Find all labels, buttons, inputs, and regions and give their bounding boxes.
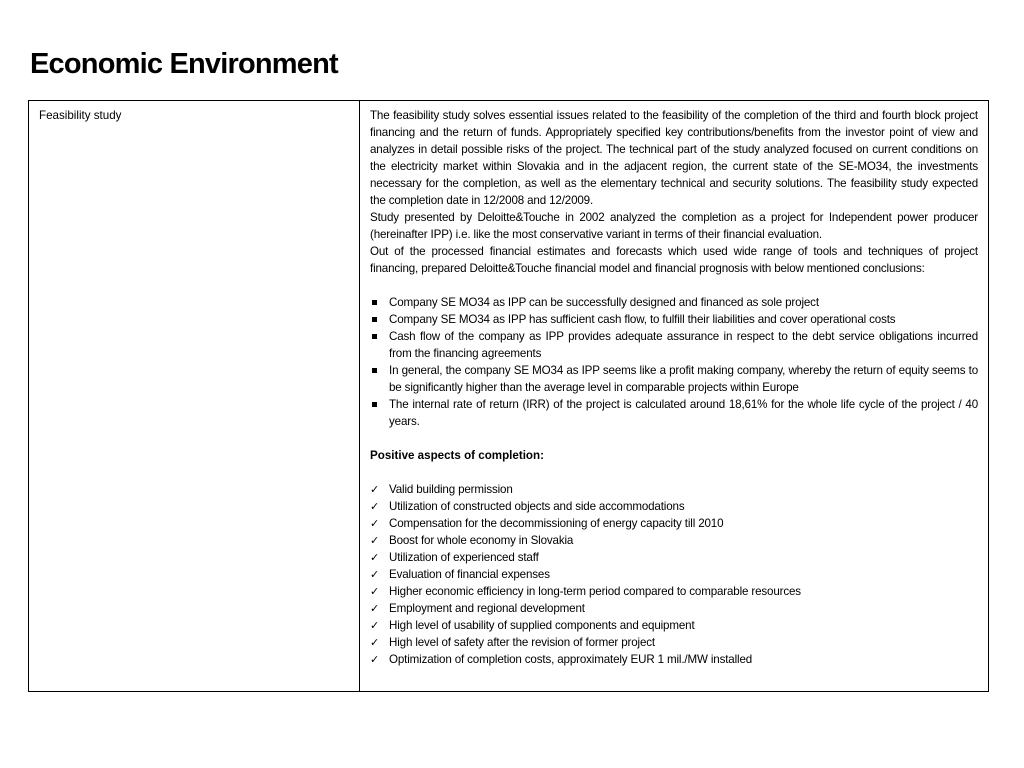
checkmark-icon: ✓ bbox=[370, 585, 380, 598]
square-bullet-icon bbox=[372, 402, 377, 407]
conclusions-list bbox=[370, 294, 978, 430]
list-item bbox=[370, 515, 978, 532]
spacer bbox=[370, 430, 978, 447]
paragraph: Study presented by Deloitte&Touche in 2002 analyzed the completion as a project for Independent power producer (hereinafter IPP) i.e. like the most conservative variant in terms of their financial evaluation. bbox=[370, 211, 978, 241]
list-item bbox=[370, 532, 978, 549]
row-label: Feasibility study bbox=[39, 109, 122, 122]
row-label-cell bbox=[29, 101, 360, 692]
list-item bbox=[370, 651, 978, 668]
list-item-text: In general, the company SE MO34 as IPP seems like a profit making company, whereby the return of equity seems to be significantly higher than the average level in comparable projects within Europe bbox=[389, 364, 978, 394]
checkmark-icon: ✓ bbox=[370, 517, 380, 530]
checkmark-icon: ✓ bbox=[370, 636, 380, 649]
checkmark-icon: ✓ bbox=[370, 653, 380, 666]
list-item bbox=[370, 634, 978, 651]
table-row bbox=[29, 101, 989, 692]
square-bullet-icon bbox=[372, 334, 377, 339]
list-item-text: Company SE MO34 as IPP can be successfully designed and financed as sole project bbox=[389, 296, 819, 309]
list-item bbox=[370, 362, 978, 396]
checkmark-icon: ✓ bbox=[370, 500, 380, 513]
list-item-text: Optimization of completion costs, approximately EUR 1 mil./MW installed bbox=[389, 653, 753, 666]
list-item bbox=[370, 498, 978, 515]
spacer bbox=[370, 464, 978, 481]
list-item bbox=[370, 294, 978, 311]
list-item-text: Compensation for the decommissioning of energy capacity till 2010 bbox=[389, 517, 724, 530]
list-item-text: High level of safety after the revision of former project bbox=[389, 636, 655, 649]
spacer bbox=[370, 277, 978, 294]
list-item bbox=[370, 617, 978, 634]
list-item-text: Cash flow of the company as IPP provides adequate assurance in respect to the debt service obligations incurred from the financing agreements bbox=[389, 330, 978, 360]
positive-aspects-list bbox=[370, 481, 978, 668]
list-item bbox=[370, 600, 978, 617]
checkmark-icon: ✓ bbox=[370, 568, 380, 581]
list-item bbox=[370, 549, 978, 566]
list-item-text: Company SE MO34 as IPP has sufficient cash flow, to fulfill their liabilities and cover operational costs bbox=[389, 313, 896, 326]
checkmark-icon: ✓ bbox=[370, 551, 380, 564]
list-item-text: High level of usability of supplied components and equipment bbox=[389, 619, 695, 632]
list-item-text: Boost for whole economy in Slovakia bbox=[389, 534, 574, 547]
paragraph: Out of the processed financial estimates and forecasts which used wide range of tools and techniques of project financing, prepared Deloitte&Touche financial model and financial prognosis with below mentioned conclusions: bbox=[370, 245, 978, 275]
checkmark-icon: ✓ bbox=[370, 534, 380, 547]
list-item-text: Utilization of experienced staff bbox=[389, 551, 539, 564]
paragraph: The feasibility study solves essential issues related to the feasibility of the completion of the third and fourth block project financing and the return of funds. Appropriately specified key contributions/benefits from the investor point of view and analyzes in detail possible risks of the project. The technical part of the study analyzed focused on current conditions on the electricity market within Slovakia and in the adjacent region, the current state of the SE-MO34, the investments necessary for the completion, as well as the elementary technical and security solutions. The feasibility study expected the completion date in 12/2008 and 12/2009. bbox=[370, 109, 978, 207]
list-item-text: Evaluation of financial expenses bbox=[389, 568, 550, 581]
list-item-text: Utilization of constructed objects and side accommodations bbox=[389, 500, 685, 513]
page-title: Economic Environment bbox=[30, 48, 338, 80]
list-item bbox=[370, 566, 978, 583]
list-item-text: Higher economic efficiency in long-term period compared to comparable resources bbox=[389, 585, 801, 598]
list-item bbox=[370, 583, 978, 600]
list-item bbox=[370, 481, 978, 498]
square-bullet-icon bbox=[372, 300, 377, 305]
checkmark-icon: ✓ bbox=[370, 619, 380, 632]
row-content-cell bbox=[360, 101, 989, 692]
positive-aspects-heading: Positive aspects of completion: bbox=[370, 449, 544, 462]
square-bullet-icon bbox=[372, 317, 377, 322]
square-bullet-icon bbox=[372, 368, 377, 373]
list-item-text: The internal rate of return (IRR) of the project is calculated around 18,61% for the whole life cycle of the project / 40 years. bbox=[389, 398, 978, 428]
checkmark-icon: ✓ bbox=[370, 602, 380, 615]
list-item bbox=[370, 311, 978, 328]
list-item-text: Employment and regional development bbox=[389, 602, 585, 615]
list-item-text: Valid building permission bbox=[389, 483, 513, 496]
list-item bbox=[370, 328, 978, 362]
content-table bbox=[28, 100, 989, 692]
checkmark-icon: ✓ bbox=[370, 483, 380, 496]
list-item bbox=[370, 396, 978, 430]
